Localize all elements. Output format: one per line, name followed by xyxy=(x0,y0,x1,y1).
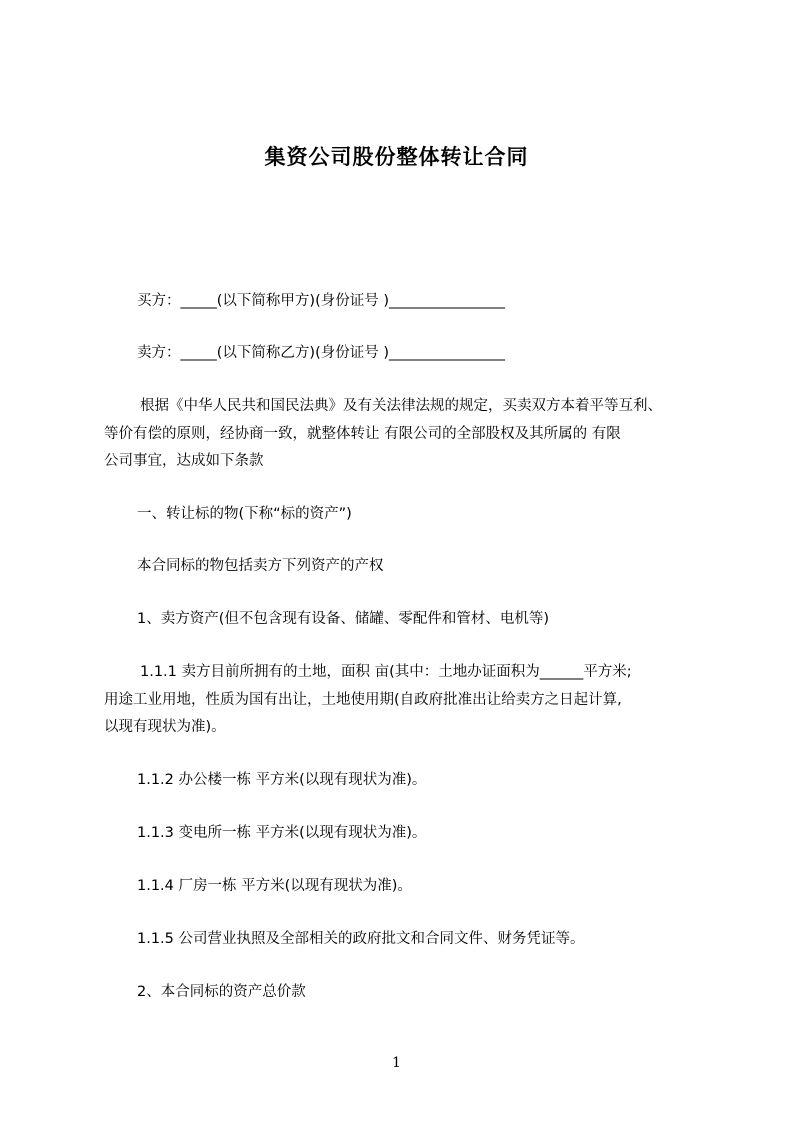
item-1-5: 1.1.5 公司营业执照及全部相关的政府批文和合同文件、财务凭证等。 xyxy=(137,931,585,947)
item-2: 2、本合同标的资产总价款 xyxy=(137,984,306,1000)
preamble-line-3: 公司事宜，达成如下条款 xyxy=(104,453,264,469)
section-1-heading: 一、转让标的物(下称“标的资产”) xyxy=(137,506,352,522)
item-1-2: 1.1.2 办公楼一栋 平方米(以现有现状为准)。 xyxy=(137,772,427,788)
seller-line: 卖方：_____(以下简称乙方)(身份证号 )________________ xyxy=(137,345,505,361)
item-1-1-line-2: 用途工业用地，性质为国有出让，土地使用期(自政府批准出让给卖方之日起计算, xyxy=(104,692,622,708)
preamble-line-1: 根据《中华人民共和国民法典》及有关法律法规的规定，买卖双方本着平等互利、 xyxy=(140,398,662,414)
section-1-intro: 本合同标的物包括卖方下列资产的产权 xyxy=(137,558,384,574)
document-title: 集资公司股份整体转让合同 xyxy=(264,145,529,169)
item-1-3: 1.1.3 变电所一栋 平方米(以现有现状为准)。 xyxy=(137,825,427,841)
buyer-line: 买方：_____(以下简称甲方)(身份证号 )________________ xyxy=(137,293,505,309)
page-number: 1 xyxy=(392,1055,401,1071)
item-1: 1、卖方资产(但不包含现有设备、储罐、零配件和管材、电机等) xyxy=(137,611,550,627)
item-1-1-line-1: 1.1.1 卖方目前所拥有的土地，面积 亩(其中：土地办证面积为______平方米; xyxy=(140,664,632,680)
preamble-line-2: 等价有偿的原则，经协商一致，就整体转让 有限公司的全部股权及其所属的 有限 xyxy=(104,426,621,442)
item-1-1-line-3: 以现有现状为准)。 xyxy=(104,719,226,735)
item-1-4: 1.1.4 厂房一栋 平方米(以现有现状为准)。 xyxy=(137,878,412,894)
